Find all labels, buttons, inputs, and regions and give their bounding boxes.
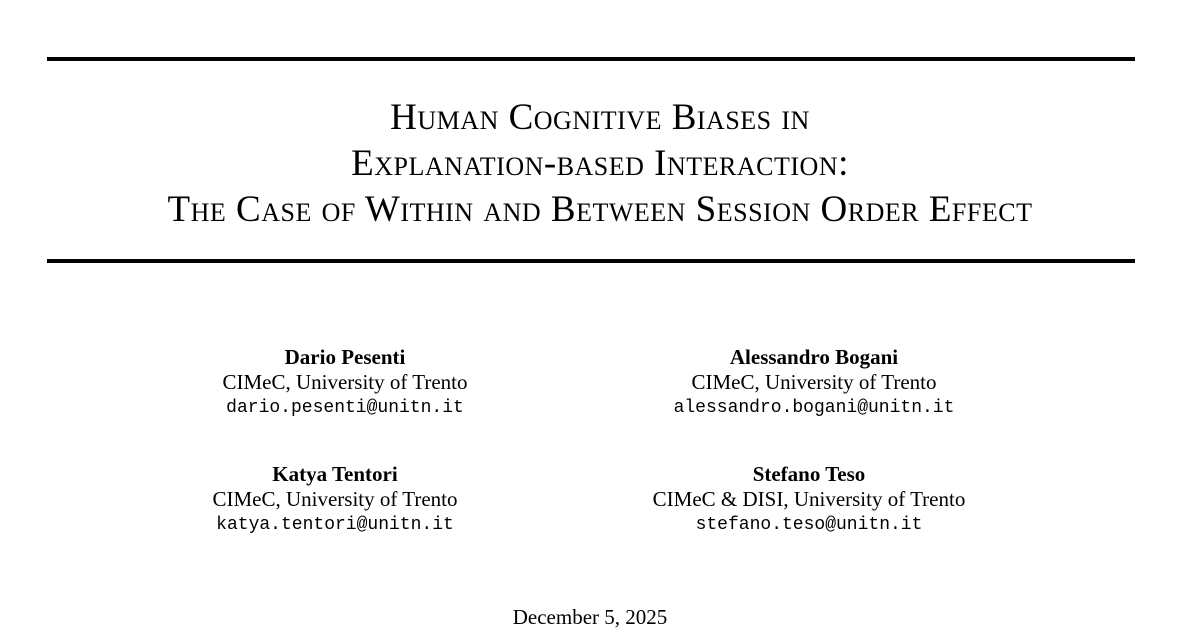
author-affiliation: CIMeC, University of Trento — [222, 370, 468, 394]
title-top-rule — [47, 57, 1135, 61]
author-email[interactable]: alessandro.bogani@unitn.it — [673, 398, 955, 418]
author-name: Stefano Teso — [752, 462, 866, 486]
author-email[interactable]: katya.tentori@unitn.it — [216, 515, 454, 535]
author-affiliation: CIMeC, University of Trento — [691, 370, 937, 394]
paper-title-line-1: Human Cognitive Biases in — [390, 97, 810, 138]
author-name: Katya Tentori — [272, 462, 398, 486]
title-bottom-rule — [47, 259, 1135, 263]
author-affiliation: CIMeC, University of Trento — [212, 487, 458, 511]
paper-date: December 5, 2025 — [512, 605, 668, 629]
author-email[interactable]: dario.pesenti@unitn.it — [226, 398, 464, 418]
author-block — [125, 345, 565, 422]
author-name: Dario Pesenti — [284, 345, 406, 369]
author-email[interactable]: stefano.teso@unitn.it — [695, 515, 923, 535]
author-block — [594, 345, 1034, 422]
paper-title-line-2: Explanation-based Interaction: — [351, 143, 849, 184]
paper-title — [0, 95, 1200, 233]
author-affiliation: CIMeC & DISI, University of Trento — [652, 487, 966, 511]
author-block — [589, 462, 1029, 539]
author-name: Alessandro Bogani — [729, 345, 899, 369]
author-block — [115, 462, 555, 539]
paper-title-line-3: The Case of Within and Between Session Order Effect — [167, 189, 1033, 230]
